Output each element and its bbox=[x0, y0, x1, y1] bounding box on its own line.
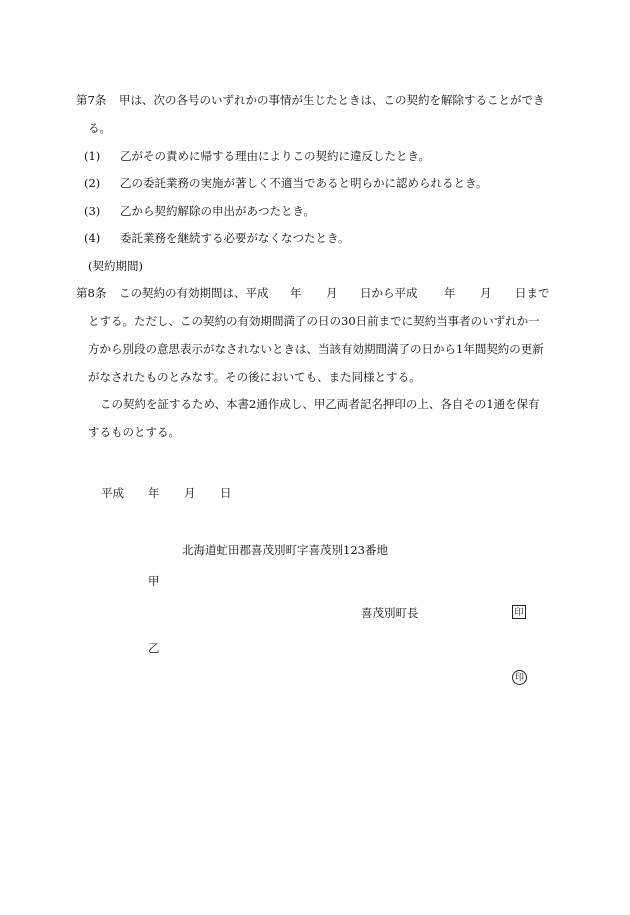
blank-year: 年 bbox=[290, 286, 302, 300]
party-b-seal: 印 bbox=[512, 670, 527, 685]
article8-caption: (契約期間) bbox=[88, 259, 143, 273]
party-a-address: 北海道虻田郡喜茂別町字喜茂別123番地 bbox=[182, 543, 388, 557]
party-b-label: 乙 bbox=[148, 641, 160, 655]
blank-month: 月 bbox=[480, 286, 492, 300]
item-number: (4) bbox=[84, 231, 101, 245]
item-text: 委託業務を継続する必要がなくなつたとき。 bbox=[120, 231, 350, 245]
party-a-title: 喜茂別町長 bbox=[361, 606, 419, 620]
article7-line1: 甲は、次の各号のいずれかの事情が生じたときは、この契約を解除することができ bbox=[119, 93, 545, 107]
item-text: 乙がその責めに帰する理由によりこの契約に違反したとき。 bbox=[120, 149, 431, 163]
item-number: (2) bbox=[84, 176, 101, 190]
party-a-label: 甲 bbox=[148, 574, 160, 588]
closing-line2: するものとする。 bbox=[88, 425, 180, 439]
blank-year: 年 bbox=[444, 286, 456, 300]
blank-day-until: 日まで bbox=[515, 286, 550, 300]
article7-line2: る。 bbox=[88, 121, 111, 135]
item-number: (1) bbox=[84, 149, 101, 163]
article8-line4: がなされたものとみなす。その後においても、また同様とする。 bbox=[88, 370, 421, 384]
date-month: 月 bbox=[184, 486, 196, 500]
party-a-seal: 印 bbox=[512, 605, 526, 619]
item-text: 乙の委託業務の実施が著しく不適当であると明らかに認められるとき。 bbox=[120, 176, 488, 190]
item-text: 乙から契約解除の申出があつたとき。 bbox=[120, 204, 316, 218]
article8-line1-start: この契約の有効期間は、平成 bbox=[119, 286, 269, 300]
blank-day-from: 日から平成 bbox=[360, 286, 418, 300]
item-number: (3) bbox=[84, 204, 101, 218]
date-era: 平成 bbox=[101, 486, 124, 500]
date-year: 年 bbox=[148, 486, 160, 500]
article8-heading: 第8条 bbox=[76, 286, 107, 300]
article8-line3: 方から別段の意思表示がなされないときは、当該有効期間満了の日から1年間契約の更新 bbox=[88, 342, 544, 356]
closing-line1: この契約を証するため、本書2通作成し、甲乙両者記名押印の上、各自その1通を保有 bbox=[100, 397, 540, 411]
article7-heading: 第7条 bbox=[76, 93, 107, 107]
article8-line2: とする。ただし、この契約の有効期間満了の日の30日前までに契約当事者のいずれか一 bbox=[88, 314, 540, 328]
date-day: 日 bbox=[220, 486, 232, 500]
blank-month: 月 bbox=[326, 286, 338, 300]
